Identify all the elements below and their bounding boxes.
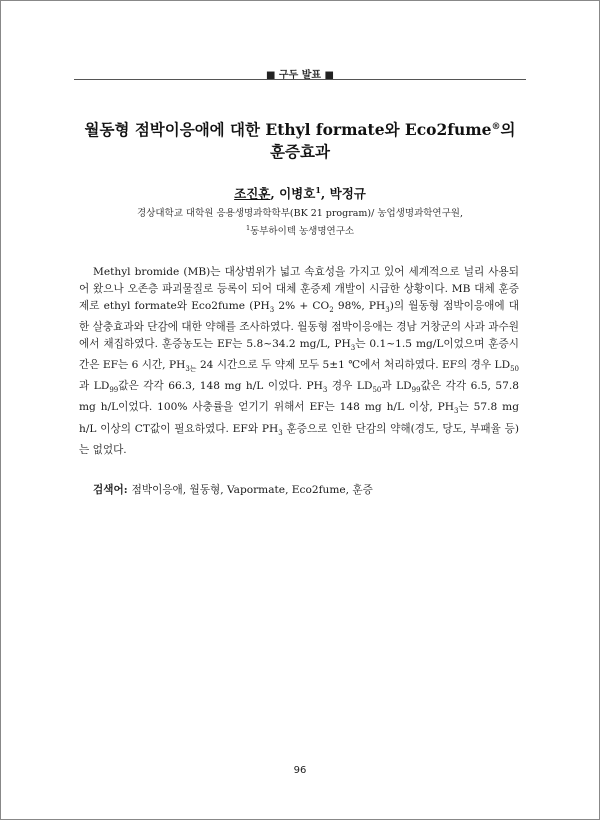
subscript: 3 (278, 428, 283, 437)
subscript: 99 (411, 386, 421, 395)
subscript: 3 (322, 386, 328, 395)
subscript: 3는 (185, 365, 197, 374)
paper-title (74, 116, 526, 163)
subscript: 99 (109, 386, 119, 395)
abstract (79, 264, 519, 459)
subscript: 3 (454, 407, 459, 416)
subscript: 2 (329, 306, 334, 315)
abstract-text: 는 57.8 mg h/L 이상의 CT값이 필요하였다. EF와 PH (79, 401, 519, 435)
abstract-text: 는 0.1~1.5 mg/L이었으며 훈증시간은 EF는 6 시간, PH (79, 338, 519, 372)
keywords-label: 검색어: (93, 484, 128, 496)
subscript: 3 (269, 306, 275, 315)
abstract-text: 경우 LD (327, 380, 373, 393)
abstract-text: 24 시간으로 두 약제 모두 5±1 ℃에서 처리하였다. EF의 경우 LD (196, 359, 511, 372)
author-presenter: 조진훈 (234, 186, 271, 201)
subscript: 50 (510, 365, 519, 374)
subscript: 50 (372, 386, 382, 395)
subscript: 3 (350, 344, 356, 353)
subscript: 3 (385, 306, 390, 315)
author-separator: , (320, 186, 330, 201)
affiliation-marker: 1 (315, 184, 321, 195)
title-line1: 월동형 점박이응애에 대한 Ethyl formate와 Eco2fume (84, 120, 492, 140)
title-line2: 훈증효과 (270, 142, 330, 162)
affiliation-line: 동부하이텍 농생명연구소 (250, 226, 355, 238)
author-name: 박정규 (329, 186, 366, 201)
abstract-text: 훈증으로 인한 단감의 약해(경도, 당도, 부패율 등)는 없었다. (79, 422, 519, 456)
affiliations (74, 206, 526, 239)
page-number: 96 (293, 765, 307, 776)
author-name: 이병호 (279, 186, 316, 201)
affiliation-marker: 1 (245, 224, 251, 232)
keywords (93, 482, 519, 497)
abstract-text: 98%, PH (333, 300, 386, 312)
abstract-text: 값은 각각 6.5, 57.8 mg h/L이었다. 100% 사충률을 얻기기 위해서 EF는 148 mg h/L 이상, PH (79, 380, 519, 414)
author-separator: , (270, 186, 280, 201)
registered-mark: ® (491, 122, 501, 132)
abstract-text: 값은 각각 66.3, 148 mg h/L 이었다. PH (118, 380, 323, 393)
abstract-paragraph (79, 264, 519, 459)
abstract-text: 2% + CO (274, 300, 330, 312)
author-list (74, 184, 526, 202)
abstract-text: Methyl bromide (MB)는 대상범위가 넓고 속효성을 가지고 있어 세계적으로 널리 사용되어 왔으나 오존층 파괴물질로 등록이 되어 대체 훈증제 개발이 시급한 상황이다. MB 대체 훈증제로 ethyl formate와 Eco2fume (PH (79, 266, 519, 312)
affiliation-line: 경상대학교 대학원 응용생명과학학부(BK 21 program)/ 농업생명과학연구원, (137, 208, 463, 219)
abstract-text: 과 LD (79, 380, 110, 393)
section-header: ■ 구두 발표 ■ (266, 70, 334, 81)
keywords-text: 점박이응애, 월동형, Vapormate, Eco2fume, 훈증 (131, 484, 373, 496)
abstract-text: )의 월동형 점박이응애에 대한 살충효과와 단감에 대한 약해를 조사하였다. 월동형 점박이응애는 경남 거창군의 사과 과수원에서 채집하였다. 훈증농도는 EF는 5.8~34.2 mg/L, PH (79, 300, 519, 351)
header-rule (74, 79, 526, 80)
title-line1-suffix: 의 (500, 120, 516, 140)
abstract-text: 과 LD (381, 380, 412, 393)
